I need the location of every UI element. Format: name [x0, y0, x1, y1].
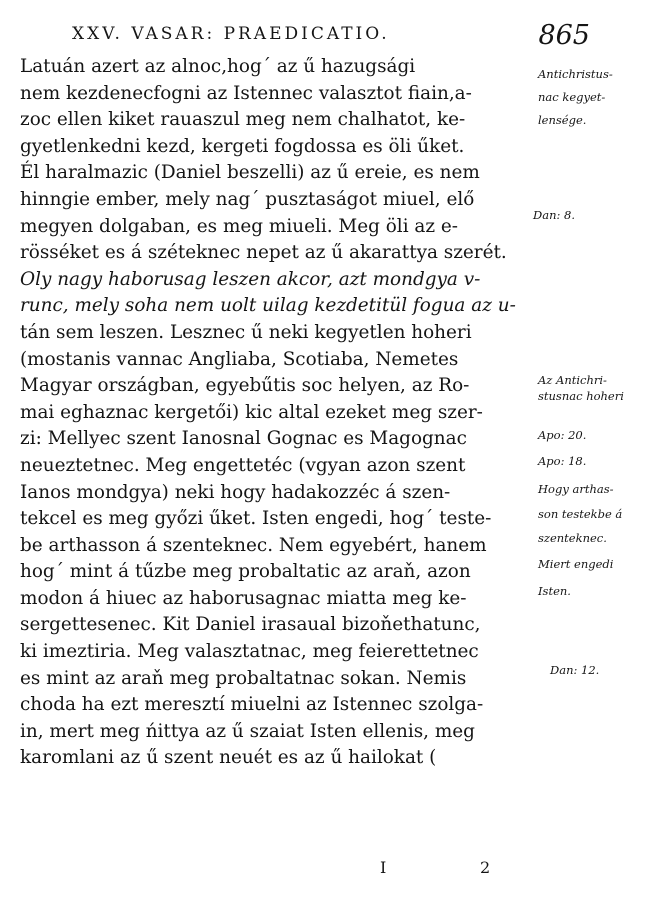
text-line-16: neueztetnec. Meg engettetéc (vgyan azon szent — [20, 454, 466, 476]
page-footer — [380, 858, 540, 888]
margin-note-apo-18: Apo: 18. — [538, 454, 587, 468]
running-header — [40, 18, 650, 58]
margin-note-arthasson-2: son testekbe á — [538, 507, 623, 521]
text-line-3: zoc ellen kiket rauaszul meg nem chalhatot, ke- — [20, 109, 466, 131]
text-line-25: choda ha ezt meresztí miuelni az Istennec szolga- — [20, 694, 484, 716]
margin-note-hoheri-2: stusnac hoheri — [538, 389, 624, 403]
margin-note-arthasson-1: Hogy arthas- — [538, 482, 614, 496]
text-line-22: sergettesenec. Kit Daniel irasaual bizoňethatunc, — [20, 614, 481, 636]
text-line-5: Él haralmazic (Daniel beszelli) az ű ereie, es nem — [20, 162, 480, 184]
signature-mark: I — [380, 858, 387, 877]
page-number: 865 — [538, 20, 590, 51]
text-line-12: (mostanis vannac Angliaba, Scotiaba, Nemetes — [20, 348, 459, 370]
text-line-9: Oly nagy haborusag leszen akcor, azt mondgya v- — [20, 268, 481, 290]
text-line-15: zi: Mellyec szent Ianosnal Gognac es Magognac — [20, 428, 467, 450]
text-line-10: runc, mely soha nem uolt uilag kezdetitül fogua az u- — [20, 295, 516, 317]
text-line-19: be arthasson á szenteknec. Nem egyebért, hanem — [20, 534, 487, 556]
text-line-1: Latuán azert az alnoc,hogˊ az ű hazugsági — [20, 56, 416, 77]
text-line-11: tán sem leszen. Lesznec ű neki kegyetlen hoheri — [20, 321, 472, 343]
text-line-7: megyen dolgaban, es meg miueli. Meg öli az e- — [20, 215, 459, 237]
margin-note-antichristus-3: lensége. — [538, 113, 587, 127]
text-line-21: modon á hiuec az haborusagnac miatta meg ke- — [20, 587, 467, 609]
text-line-6: hinngie ember, mely nagˊ pusztaságot miuel, elő — [20, 188, 475, 210]
text-line-24: es mint az araň meg probaltatnac sokan. Nemis — [20, 667, 467, 689]
text-line-23: ki imeztiria. Meg valasztatnac, meg feierettetnec — [20, 641, 479, 663]
text-line-4: gyetlenkedni kezd, kergeti fogdossa es öli űket. — [20, 135, 465, 157]
margin-note-antichristus-2: nac kegyet- — [538, 90, 606, 104]
text-line-14: mai eghaznac kergetői) kic altal ezeket meg szer- — [20, 401, 483, 423]
main-text-column — [20, 54, 540, 772]
margin-note-miert-2: Isten. — [538, 584, 571, 598]
margin-note-arthasson-3: szenteknec. — [538, 531, 607, 545]
text-line-2: nem kezdenecfogni az Istennec valasztot fiain,a- — [20, 82, 472, 104]
text-line-18: tekcel es meg győzi űket. Isten engedi, hogˊ teste- — [20, 508, 492, 530]
margin-note-miert-1: Miert engedi — [538, 557, 614, 571]
margin-note-hoheri-1: Az Antichri- — [538, 373, 607, 387]
margin-note-dan-8: Dan: 8. — [533, 208, 575, 222]
margin-note-apo-20: Apo: 20. — [538, 428, 587, 442]
text-line-13: Magyar országban, egyebűtis soc helyen, az Ro- — [20, 375, 470, 397]
text-line-26: in, mert meg ńittya az ű szaiat Isten ellenis, meg — [20, 720, 475, 742]
text-line-8: rösséket es á széteknec nepet az ű akarattya szerét. — [20, 242, 507, 264]
header-title: XXV. VASAR: PRAEDICATIO. — [72, 24, 390, 44]
margin-note-dan-12: Dan: 12. — [550, 663, 600, 677]
text-line-20: hogˊ mint á tűzbe meg probaltatic az araň, azon — [20, 561, 471, 583]
text-line-27: karomlani az ű szent neuét es az ű hailokat ( — [20, 747, 437, 769]
catchword: 2 — [480, 858, 491, 877]
text-line-17: Ianos mondgya) neki hogy hadakozzéc á szen- — [20, 481, 451, 503]
margin-note-antichristus-1: Antichristus- — [538, 67, 613, 81]
